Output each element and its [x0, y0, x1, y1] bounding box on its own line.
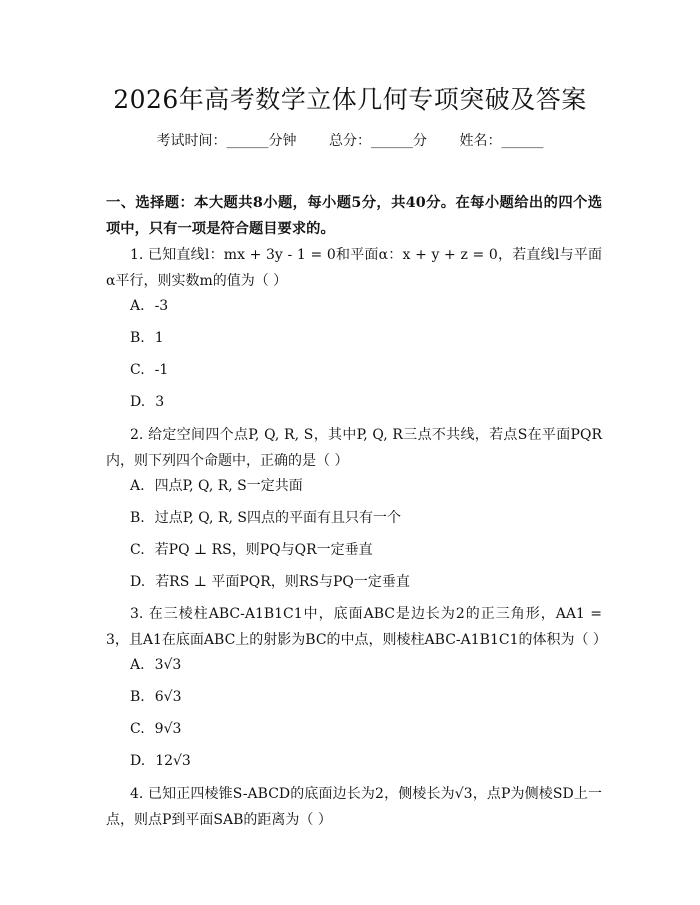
question-1-option-a [130, 296, 590, 316]
question-3-stem: 3. 在三棱柱ABC-A1B1C1中，底面ABC是边长为2的正三角形，AA1 = 3，且A1在底面ABC上的射影为BC的中点，则棱柱ABC-A1B1C1的体积为（ ） [106, 606, 607, 648]
option-text: 3 [155, 394, 165, 410]
option-text: -1 [154, 362, 169, 378]
question-2-option-a [130, 476, 590, 496]
question-1-option-b [130, 328, 590, 348]
question-4-stem: 4. 已知正四棱锥S-ABCD的底面边长为2，侧棱长为√3，点P为侧棱SD上一点，则点P到平面SAB的距离为（ ） [106, 786, 602, 828]
question-2-option-c [130, 540, 590, 560]
option-text: 3√3 [154, 657, 182, 673]
option-letter: C. [130, 542, 145, 558]
question-3-option-c [130, 719, 590, 739]
option-text: 过点P, Q, R, S四点的平面有且只有一个 [154, 510, 401, 526]
option-letter: A. [130, 478, 145, 494]
question-1-option-d [130, 392, 590, 412]
question-2-option-d [130, 572, 590, 592]
question-2-option-b [130, 508, 590, 528]
option-letter: D. [130, 753, 146, 769]
question-2-stem: 2. 给定空间四个点P, Q, R, S，其中P, Q, R三点不共线，若点S在平面PQR内，则下列四个命题中，正确的是（ ） [106, 427, 602, 469]
option-letter: B. [130, 689, 145, 705]
option-text: 12√3 [155, 753, 191, 769]
option-letter: B. [130, 330, 145, 346]
option-text: 9√3 [154, 721, 182, 737]
option-letter: D. [130, 574, 146, 590]
option-text: 四点P, Q, R, S一定共面 [154, 478, 303, 494]
name-field: 姓名：______ [459, 133, 544, 149]
option-text: 若RS ⊥ 平面PQR，则RS与PQ一定垂直 [155, 574, 410, 590]
option-text: 1 [154, 330, 164, 346]
total-score-field: 总分：______分 [329, 133, 427, 149]
exam-time-field: 考试时间：______分钟 [156, 133, 297, 149]
option-text: 6√3 [154, 689, 182, 705]
option-text: -3 [154, 298, 169, 314]
page-title: 2026年高考数学立体几何专项突破及答案 [113, 85, 587, 114]
section-header: 一、选择题：本大题共8小题，每小题5分，共40分。在每小题给出的四个选项中，只有一项是符合题目要求的。 [106, 195, 602, 237]
question-1-option-c [130, 360, 590, 380]
option-letter: C. [130, 721, 145, 737]
question-1-stem: 1. 已知直线l：mx + 3y - 1 = 0和平面α：x + y + z = 0，若直线l与平面α平行，则实数m的值为（ ） [106, 247, 602, 289]
option-letter: C. [130, 362, 145, 378]
option-letter: B. [130, 510, 145, 526]
option-letter: A. [130, 298, 145, 314]
option-letter: D. [130, 394, 146, 410]
exam-meta [0, 131, 700, 151]
question-3-option-a [130, 655, 590, 675]
question-3-option-d [130, 751, 590, 771]
option-letter: A. [130, 657, 145, 673]
option-text: 若PQ ⊥ RS，则PQ与QR一定垂直 [154, 542, 373, 558]
question-3-option-b [130, 687, 590, 707]
